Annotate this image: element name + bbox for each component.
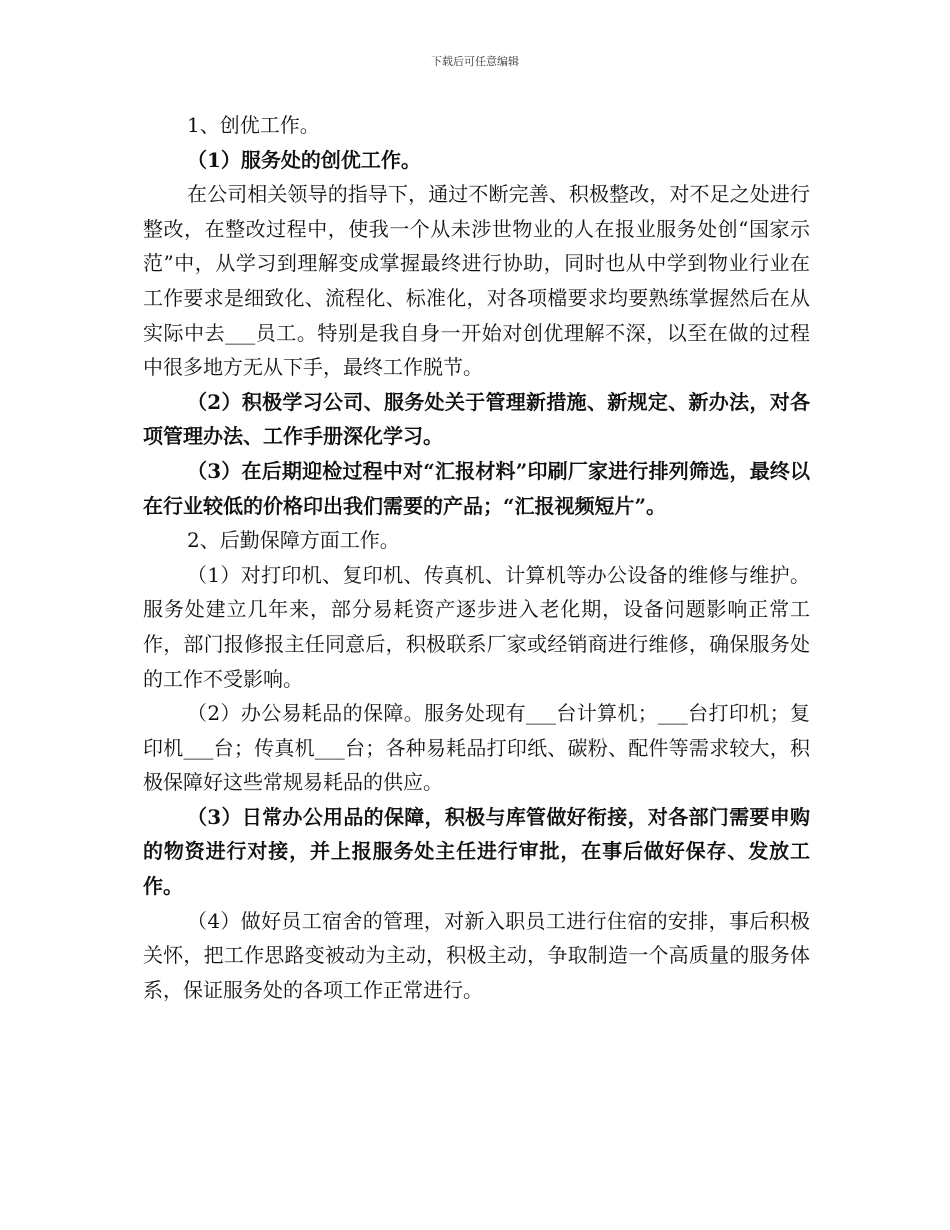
section-1-1-paragraph: 在公司相关领导的指导下，通过不断完善、积极整改，对不足之处进行整改，在整改过程中，使我一个从未涉世物业的人在报业服务处创“国家示范”中，从学习到理解变成掌握最终进行协助，同时也从中学到物业行业在工作要求是细致化、流程化、标准化，对各项檔要求均要熟练掌握然后在从实际中去___员工。特别是我自身一开始对创优理解不深，以至在做的过程中很多地方无从下手，最终工作脱节。 xyxy=(143,182,810,380)
section-1-heading: 1、创优工作。 xyxy=(187,113,320,137)
section-2-2-paragraph: （2）办公易耗品的保障。服务处现有___台计算机；___台打印机；复印机___台；传真机___台；各种易耗品打印纸、碳粉、配件等需求较大，积极保障好这些常规易耗品的供应。 xyxy=(143,701,810,795)
section-1-2-paragraph: （2）积极学习公司、服务处关于管理新措施、新规定、新办法，对各项管理办法、工作手册深化学习。 xyxy=(143,389,810,449)
section-1-3-paragraph: （3）在后期迎检过程中对“汇报材料”印刷厂家进行排列筛选，最终以在行业较低的价格印出我们需要的产品；“汇报视频短片”。 xyxy=(143,458,810,518)
page-header: 下载后可任意编辑 xyxy=(431,55,519,68)
section-2-4-paragraph: （4）做好员工宿舍的管理，对新入职员工进行住宿的安排，事后积极关怀，把工作思路变被动为主动，积极主动，争取制造一个高质量的服务体系，保证服务处的各项工作正常进行。 xyxy=(143,908,810,1002)
section-2-3-paragraph: （3）日常办公用品的保障，积极与库管做好衔接，对各部门需要申购的物资进行对接，并上报服务处主任进行审批，在事后做好保存、发放工作。 xyxy=(143,804,810,899)
section-1-1-heading: （1）服务处的创优工作。 xyxy=(187,147,421,172)
section-2-1-paragraph: （1）对打印机、复印机、传真机、计算机等办公设备的维修与维护。服务处建立几年来，部分易耗资产逐步进入老化期，设备问题影响正常工作，部门报修报主任同意后，积极联系厂家或经销商进行维修，确保服务处的工作不受影响。 xyxy=(143,562,810,691)
section-2-heading: 2、后勤保障方面工作。 xyxy=(187,528,400,553)
document-body xyxy=(143,108,810,1007)
